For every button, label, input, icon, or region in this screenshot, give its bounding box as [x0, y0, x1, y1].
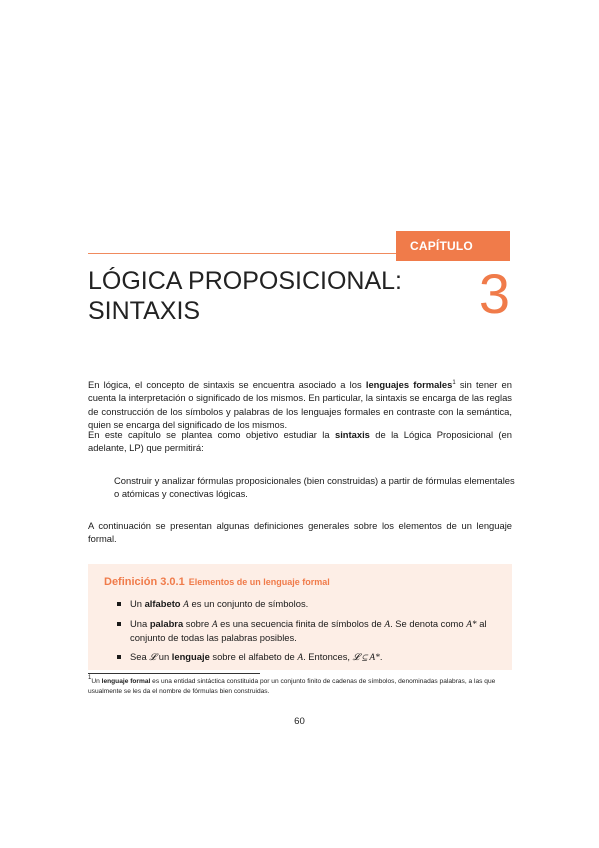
item-text: . Entonces, [303, 651, 353, 663]
chapter-title [88, 266, 448, 326]
footnote [88, 677, 512, 696]
math-symbol: A [183, 600, 189, 610]
definition-number: Definición 3.0.1 [104, 576, 185, 588]
p2-bold-term: sintaxis [334, 429, 370, 440]
footnote-text: Un [91, 678, 102, 685]
footnote-term: lenguaje formal [101, 678, 151, 685]
chapter-label: CAPÍTULO [396, 231, 510, 261]
item-text: es una secuencia finita de símbolos de [217, 618, 385, 630]
item-term: lenguaje [171, 651, 210, 663]
intro-paragraph-1 [88, 378, 512, 432]
objective-quote: Construir y analizar fórmulas proposicionales (bien construidas) a partir de fórmulas elementales o atómicas y conectivas lógicas. [114, 475, 515, 500]
item-text: sobre el alfabeto de [209, 651, 298, 663]
chapter-title-line-2: SINTAXIS [88, 297, 201, 325]
chapter-number: 3 [478, 262, 510, 325]
bullet-icon [117, 655, 121, 659]
p2-text: En este capítulo se plantea como objetivo estudiar la [88, 429, 335, 440]
bullet-icon [117, 602, 121, 606]
definition-box [88, 564, 512, 670]
chapter-rule [88, 253, 396, 254]
item-text: Una [130, 618, 150, 630]
list-item [116, 651, 508, 665]
math-symbol: A [384, 620, 391, 631]
math-symbol: A [297, 653, 304, 664]
p1-text: En lógica, el concepto de sintaxis se encuentra asociado a los [88, 379, 366, 390]
page-number: 60 [294, 716, 305, 727]
item-term: alfabeto [144, 598, 181, 609]
math-symbol: A [211, 620, 218, 631]
item-text: Sea [130, 651, 150, 663]
item-text: Un [130, 598, 145, 609]
math-symbol: 𝓛 [149, 653, 157, 664]
p1-text-rest: sin tener en cuenta la interpretación o significado de los mismos. En particular, la sintaxis se encarga de las reglas de construcción de los símbolos y palabras de los lenguajes formales en contraste con la semántica, quien se encarga del significado de los mismos. [88, 379, 512, 431]
item-term: palabra [149, 618, 184, 630]
footnote-rule [88, 673, 260, 674]
footnote-text-rest: es una entidad sintáctica constituida por un conjunto finito de cadenas de símbolos, denominadas palabras, a las que usualmente se les da el nombre de fórmulas bien construidas. [88, 678, 496, 695]
footnote-mark: 1 [88, 675, 92, 681]
definition-heading [104, 572, 330, 590]
chapter-title-line-1: LÓGICA PROPOSICIONAL: [88, 267, 402, 295]
item-text: . Se denota como [390, 618, 467, 630]
intro-paragraph-3: A continuación se presentan algunas definiciones generales sobre los elementos de un lenguaje formal. [88, 520, 512, 545]
item-text: . [379, 651, 383, 663]
intro-paragraph-2 [88, 428, 512, 455]
definition-title: Elementos de un lenguaje formal [188, 577, 330, 587]
bullet-icon [117, 622, 121, 626]
math-symbol: A* [466, 620, 477, 631]
math-symbol: 𝓛 ⊆ A* [352, 653, 380, 664]
p1-bold-term: lenguajes formales [365, 379, 453, 390]
list-item [116, 598, 508, 612]
list-item [116, 618, 508, 644]
footnote-ref[interactable]: 1 [452, 380, 456, 386]
definition-list [116, 598, 508, 672]
p2-text-rest: de la Lógica Proposicional (en adelante, LP) que permitirá: [88, 429, 512, 454]
item-text: al conjunto de todas las palabras posibles. [130, 618, 487, 643]
item-text: sobre [183, 618, 212, 630]
item-text: un [156, 651, 172, 663]
item-text: es un conjunto de símbolos. [188, 598, 309, 609]
